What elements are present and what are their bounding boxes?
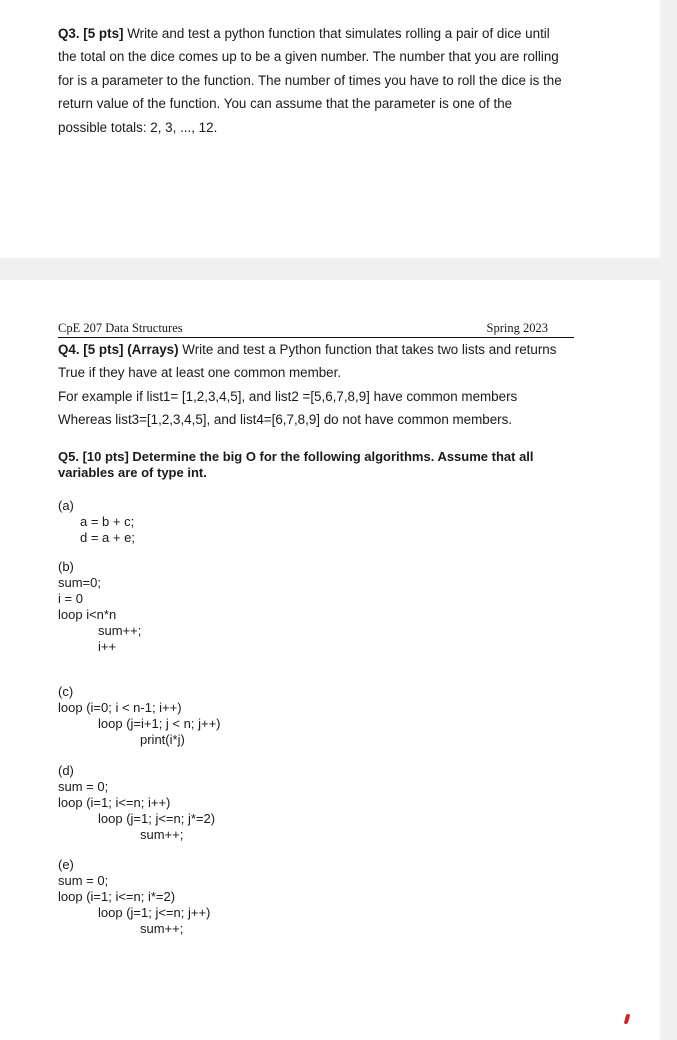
- term-label: Spring 2023: [486, 321, 548, 335]
- algorithm-b: [58, 559, 141, 655]
- algorithm-label: (d): [58, 763, 74, 778]
- code-line: d = a + e;: [80, 530, 135, 545]
- page-header: [58, 321, 574, 338]
- question-5: [58, 449, 578, 481]
- code-line: i = 0: [58, 591, 83, 606]
- code-line: i++: [98, 639, 117, 654]
- question-4: [58, 338, 578, 432]
- code-line: loop i<n*n: [58, 607, 117, 622]
- code-line: sum++;: [140, 921, 184, 936]
- q3-line: Write and test a python function that simulates rolling a pair of dice until: [127, 26, 550, 41]
- q3-line: return value of the function. You can assume that the parameter is one of the: [58, 96, 513, 112]
- algorithm-label: (b): [58, 559, 74, 574]
- q4-line: True if they have at least one common member.: [58, 365, 342, 381]
- q5-line: variables are of type int.: [58, 465, 207, 480]
- code-line: loop (j=1; j<=n; j*=2): [98, 811, 216, 826]
- q4-number: Q4. [5 pts] (Arrays): [58, 342, 179, 357]
- code-line: sum++;: [140, 827, 184, 842]
- algorithm-label: (a): [58, 498, 74, 513]
- code-line: loop (i=1; i<=n; i*=2): [58, 889, 176, 904]
- q3-line: possible totals: 2, 3, ..., 12.: [58, 119, 218, 135]
- code-line: loop (j=1; j<=n; j++): [98, 905, 211, 920]
- algorithm-label: (e): [58, 857, 74, 872]
- q5-line: Q5. [10 pts] Determine the big O for the following algorithms. Assume that all: [58, 449, 534, 464]
- algorithm-c: [58, 684, 221, 748]
- q4-line: Write and test a Python function that takes two lists and returns: [182, 342, 557, 357]
- code-line: loop (i=0; i < n-1; i++): [58, 700, 182, 715]
- algorithm-d: [58, 763, 215, 843]
- q3-line: the total on the dice comes up to be a given number. The number that you are rolling: [58, 49, 559, 65]
- q4-line: For example if list1= [1,2,3,4,5], and list2 =[5,6,7,8,9] have common members: [58, 388, 518, 404]
- code-line: sum++;: [98, 623, 142, 638]
- code-line: sum = 0;: [58, 779, 109, 794]
- code-line: a = b + c;: [80, 514, 135, 529]
- page-1: [0, 0, 660, 258]
- q4-line: Whereas list3=[1,2,3,4,5], and list4=[6,7,8,9] do not have common members.: [58, 412, 513, 428]
- code-line: print(i*j): [140, 732, 185, 747]
- algorithm-label: (c): [58, 684, 74, 699]
- algorithm-a: [58, 498, 135, 546]
- code-line: loop (j=i+1; j < n; j++): [98, 716, 221, 731]
- q3-number: Q3. [5 pts]: [58, 26, 124, 41]
- question-3: [58, 22, 578, 139]
- code-line: sum = 0;: [58, 873, 109, 888]
- q3-line: for is a parameter to the function. The number of times you have to roll the dice is the: [58, 72, 562, 88]
- code-line: sum=0;: [58, 575, 101, 590]
- course-title: CpE 207 Data Structures: [58, 321, 183, 335]
- algorithm-e: [58, 857, 210, 937]
- page-2: [0, 280, 660, 1040]
- code-line: loop (i=1; i<=n; i++): [58, 795, 171, 810]
